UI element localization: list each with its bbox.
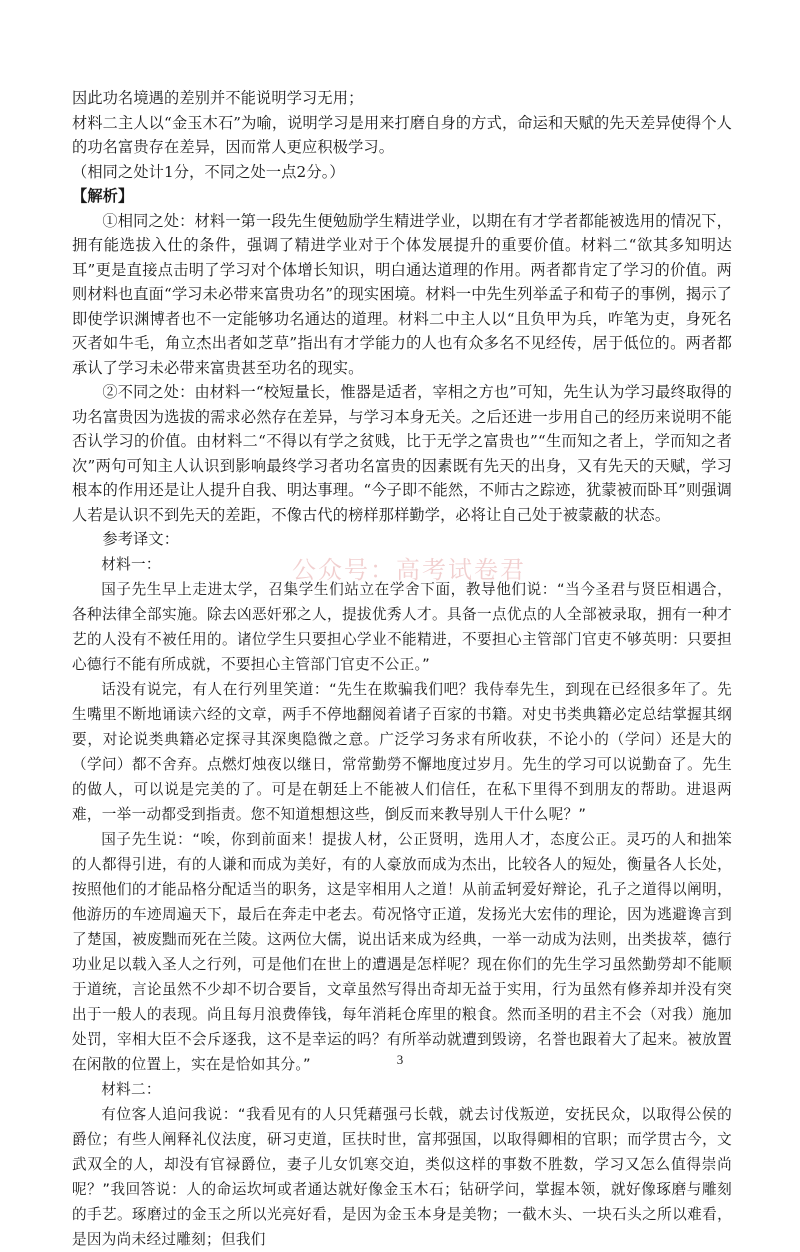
material2-label: 材料二： [101,1080,161,1098]
material1-label: 材料一： [101,555,161,573]
answer-line-1: 因此功名境遇的差别并不能说明学习无用； [72,89,364,107]
translation-heading: 参考译文： [102,530,180,548]
analysis-diff: ②不同之处：由材料一“校短量长，惟器是适者，宰相之方也”可知，先生认为学习最终取得的功名富贵因为选拔的需求必然存在差异，与学习本身无关。之后还进一步用自己的经历来说明不能否认学习的价值。由材料二“不得以有学之贫贱，比于无学之富贵也”“生而知之者上，学而知之者次”两句可知主人认识到影响最终学习者功名富贵的因素既有先天的出身，又有先天的天赋，学习根本的作用还是让人提升自我、明达事理。“今子即不能然，不师古之踪迹，犹蒙被而卧耳”则强调人若是认识不到先天的差距，不像古代的榜样那样勤学，必将让自己处于被蒙蔽的状态。 [72,383,733,524]
material1-paragraph-3: 国子先生说：“唉，你到前面来！提拔人材，公正贤明，选用人才，态度公正。灵巧的人和拙笨的人都得引进，有的人谦和而成为美好，有的人豪放而成为杰出，比较各人的短处，衡量各人长处，按照他们的才能品格分配适当的职务，这是宰相用人之道！从前孟轲爱好辩论，孔子之道得以阐明，他游历的车迹周遍天下，最后在奔走中老去。荀况恪守正道，发扬光大宏伟的理论，因为逃避谗言到了楚国，被废黜而死在兰陵。这两位大儒，说出话来成为经典，一举一动成为法则，出类拔萃，德行功业足以载入圣人之行列，可是他们在世上的遭遇是怎样呢？现在你们的先生学习虽然勤勞却不能顺于道统，言论虽然不少却不切合要旨，文章虽然写得出奇却无益于实用，行为虽然有修养却并没有突出于一般人的表现。尚且每月浪费俸钱，每年消耗仓库里的粮食。然而圣明的君主不会（对我）施加处罚，宰相大臣不会斥逐我，这不是幸运的吗？有所举动就遭到毁谤，名誉也跟着大了起来。被放置在闲散的位置上，实在是恰如其分。” [72,830,732,1073]
material1-paragraph-1: 国子先生早上走进太学，召集学生们站立在学舍下面，教导他们说：“当今圣君与贤臣相遇合，各种法律全部实施。除去凶恶奸邪之人，提拔优秀人才。具备一点优点的人全部被录取，拥有一种才艺的人没有不被任用的。诸位学生只要担心学业不能精进，不要担心主管部门官吏不够英明：只要担心德行不能有所成就，不要担心主管部门官吏不公正。” [72,580,732,673]
material2-paragraph-1: 有位客人追问我说：“我看见有的人只凭藉强弓长戟，就去讨伐叛逆，安抚民众，以取得公侯的爵位；有些人阐释礼仪法度，研习吏道，匡扶时世，富邦强国，以取得卿相的官职；而学贯古今，文武双全的人，却没有官禄爵位，妻子儿女饥寒交迫，类似这样的事数不胜数，学习又怎么值得崇尚呢？”我回答说：人的命运坎坷或者通达就好像金玉木石；钻研学问，掌握本领，就好像琢磨与雕刻的手艺。琢磨过的金玉之所以光亮好看，是因为金玉本身是美物；一截木头、一块石头之所以难看，是因为尚未经过雕刻；但我们 [72,1105,732,1248]
material1-paragraph-2: 话没有说完，有人在行列里笑道：“先生在欺骗我们吧？我侍奉先生，到现在已经很多年了。先生嘴里不断地诵读六经的文章，两手不停地翻阅着诸子百家的书籍。对史书类典籍必定总结掌握其纲要，对论说类典籍必定探寻其深奥隐微之意。广泛学习务求有所收获，不论小的（学问）还是大的（学问）都不舍弃。点燃灯烛夜以继日，常常勤勞不懈地度过岁月。先生的学习可以说勤奋了。先生的做人，可以说是完美的了。可是在朝廷上不能被人们信任，在私下里得不到朋友的帮助。进退两难，一举一动都受到指责。您不知道想想这些，倒反而来教导别人干什么呢？” [72,680,732,823]
analysis-same: ①相同之处：材料一第一段先生便勉励学生精进学业，以期在有才学者都能被选用的情况下，拥有能选拔入仕的条件，强调了精进学业对于个体发展提升的重要价值。材料二“欲其多知明达耳”更是直接点击明了学习对个体增长知识，明白通达道理的作用。两者都肯定了学习的价值。两则材料也直面“学习未必带来富贵功名”的现实困境。材料一中先生列举孟子和荀子的事例，揭示了即使学识渊博者也不一定能够功名通达的道理。材料二中主人以“且负甲为兵，咋笔为吏，身死名灭者如牛毛，角立杰出者如芝草”指出有才学能力的人也有众多名不见经传，居于低位的。两者都承认了学习未必带来富贵甚至功名的现实。 [72,211,733,377]
scoring-note: （相同之处计1分，不同之处一点2分。） [72,162,345,181]
answer-line-2: 材料二主人以“金玉木石”为喻，说明学习是用来打磨自身的方式，命运和天赋的先天差异使得个人的功名富贵存在差异，因而常人更应积极学习。 [72,113,733,156]
page-content [72,86,732,1252]
analysis-heading: 【解析】 [72,187,134,205]
watermark: 公众号：高考试卷君 [292,556,526,584]
page-number: 3 [396,1052,404,1067]
